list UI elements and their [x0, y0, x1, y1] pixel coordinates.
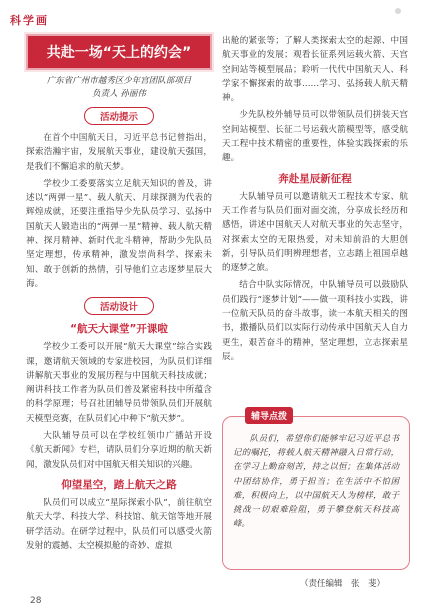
paragraph: 结合中队实际情况，中队辅导员可以鼓励队员们践行“逐梦计划”——做一项科技小实践，讲一位航天队员的奋斗故事，读一本航天相关的图书，撒播队员们以实际行动传承中国航天人自力更生，艰苦奋斗的精神，坚定理想，立志探索星辰。	[222, 280, 408, 362]
page-number: 28	[30, 596, 42, 606]
paragraph: 学校少工委可以开展“航天大课堂”综合实践课，邀请航天领域的专家进校园，为队员们详细讲解航天事业的发展历程与中国航天科技成就；阐讲科技工作者为队员们普及紧密科技中所蕴含的科学原理；号召社团辅导员带领队员们开展航天模型竞赛，在队员们心中种下“航天梦”。	[26, 342, 212, 424]
paragraph: 在首个中国航天日，习近平总书记曾指出，探索浩瀚宇宙，发展航天事业，建设航天强国，是我们不懈追求的航天梦。	[26, 133, 212, 172]
left-column	[26, 34, 212, 556]
right-column	[222, 34, 408, 367]
paragraph: 少先队校外辅导员可以带领队员们拼装天宫空间站模型、长征二号运载火箭模型等，感受航天工程中技术精密的重要性，体验实践探索的乐趣。	[222, 110, 408, 164]
paragraph: 学校少工委要落实立足航天知识的普及，讲述以“两弹一星”、载人航天、月球探测为代表的辉煌成就，还要注重指导少先队员学习、弘扬中国航天人锻造出的“两弹一星”精神、载人航天精神、探月精神、新时代北斗精神，帮助少先队员坚定理想，传承精神，激发崇尚科学、探索未知、敢于创新的热情，引导他们立志逐梦星辰大海。	[26, 178, 212, 289]
byline-author: 负责人 孙丽伟	[92, 89, 146, 99]
magazine-brand: 科学画	[10, 14, 49, 27]
subheading-classroom: “航天大课堂”开课啦	[70, 323, 168, 336]
section-pill-tips: 活动提示	[84, 107, 154, 125]
section-pill-design: 活动设计	[84, 297, 154, 315]
editor-credit: （责任编辑 张 斐）	[300, 579, 386, 589]
paragraph: 队员们可以成立“星际探索小队”，前往航空航天大学、科技大学、科技馆、航天馆等地开展研学活动。在研学过程中，队员们可以感受火箭发射的震撼、太空模拟舱的奇妙、虚拟	[26, 497, 212, 551]
article-title: 共赴一场“天上的约会”	[26, 34, 212, 70]
decorative-dot	[395, 8, 401, 14]
article-byline	[26, 75, 212, 101]
subheading-new-journey: 奔赴星辰新征程	[278, 172, 352, 185]
tip-box	[222, 412, 410, 570]
paragraph: 大队辅导员可以邀请航天工程技术专家、航天工作者与队员们面对面交流，分享成长经历和感悟，讲述中国航天人对航天事业的矢志坚守，对探索太空的无限热爱，对未知前沿的大胆创新，引导队员们明辨理想者，立志踏上祖国卓越的逐梦之旅。	[222, 191, 408, 274]
byline-org: 广东省广州市越秀区少年宫团队部项目	[46, 76, 192, 86]
paragraph-continued: 出舱的紧张等；了解人类探索太空的起源、中国航天事业的发展；观看长征系列运载火箭、天宫空间站等模型展品；聆听一代代中国航天人、科学家不懈探索的故事……学习、弘扬载人航天精神。	[222, 36, 408, 104]
paragraph: 大队辅导员可以在学校红领巾广播站开设《航天新闻》专栏，请队员们分享近期的航天新闻，激发队员们对中国航天相关知识的兴趣。	[26, 431, 212, 470]
subheading-stargazing: 仰望星空，踏上航天之路	[61, 478, 177, 491]
tip-text: 队员们，希望你们能够牢记习近平总书记的嘱托，将载人航天精神融入日常行动，在学习上勤奋刻苦，持之以恒；在集体活动中团结协作，勇于担当；在生活中不怕困难，积极向上，以中国航天人为榜样，敢于挑战一切艰难险阻，勇于攀登航天科技高峰。	[233, 433, 399, 529]
tip-tag: 辅导点拨	[245, 407, 293, 424]
